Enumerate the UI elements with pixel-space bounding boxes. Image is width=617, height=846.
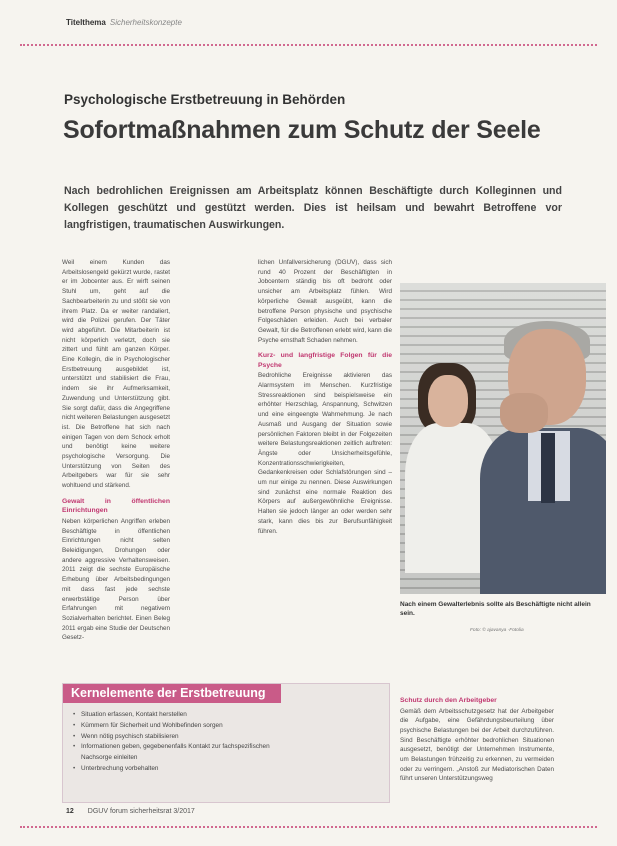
article-title: Sofortmaßnahmen zum Schutz der Seele — [63, 116, 541, 144]
list-item-continuation: Nachsorge einleiten — [81, 754, 138, 762]
column-1-paragraph: Weil einem Kunden das Arbeitslosengeld gekürzt wurde, rastet er im Jobcenter aus. Er wirft seinen Stuhl um, geht auf die Sachbearbeiterin zu und stößt sie von ihrem Platz. Da er weiter randaliert, wird die Polizei gerufen. Der Täter wird abgeführt. Die Mitarbeiterin ist nicht körperlich verletzt, doch sie zittert und fühlt am ganzen Körper. Eine Kollegin, die in Psychologischer Erstbetreuung ausgebildet ist, unterstützt und stabilisiert die Frau, indem sie ihr Aufmerksamkeit, Zuwendung und Unterstützung gibt. Sie sorgt dafür, dass die Angegriffene nicht weiteren Belastungen ausgesetzt ist. Die Betroffene hat sich nach einigen Tagen von dem Schock erholt und benötigt keine weitere psychologische Versorgung. Die Unterstützung von Seiten des Arbeitgebers war für sie sehr wohltuend und stärkend. — [62, 259, 170, 490]
key-elements-list — [73, 710, 270, 775]
list-item: • Informationen geben, gegebenenfalls Kontakt zur fachspezifischen — [73, 742, 270, 753]
column-2-paragraph: lichen Unfallversicherung (DGUV), dass sich rund 40 Prozent der Beschäftigten in Jobcentern ständig bis oft bedroht oder unsicher am Arbeitsplatz fühlen. Wird körperliche Gewalt ausgeübt, kann die betroffene Person physische und psychische Folgeschäden erleiden. Auch bei verbaler Gewalt, für die Betroffenen erlebt wird, kann die Psyche ernsthaft Schaden nehmen. — [258, 259, 392, 344]
woman-face — [428, 375, 468, 427]
key-elements-heading: Kernelemente der Erstbetreuung — [63, 684, 281, 703]
key-elements-box — [62, 683, 390, 803]
publication-name: DGUV forum sicherheitsrat 3/2017 — [87, 808, 195, 815]
list-item: • Unterbrechung vorbehalten — [73, 764, 270, 775]
section-header — [66, 18, 182, 27]
column-3-paragraph: Gemäß dem Arbeitsschutzgesetz hat der Arbeitgeber die Aufgabe, eine Gefährdungsbeurteilung über psychische Belastungen bei der Arbeit durchzuführen. Sind Beschäftigte erhöhter bedrohlichen Situationen ausgesetzt, benötigt der Unternehmen Instrumente, um Belastungen frühzeitig zu erkennen, zu vermeiden oder zu verringern. „Anstoß zur Mediatorischen Daten führt unseren Unterstützungsweg — [400, 707, 554, 783]
photo-caption: Nach einem Gewalterlebnis sollte als Beschäftigte nicht allein sein. — [400, 601, 591, 617]
article-kicker: Psychologische Erstbetreuung in Behörden — [64, 92, 346, 107]
man-hand — [500, 393, 548, 433]
article-lead: Nach bedrohlichen Ereignissen am Arbeitsplatz können Beschäftigte durch Kolleginnen und Kollegen geschützt und gestützt werden. Dies ist heilsam und bewahrt Betroffene vor langfristigen, traumatischen Auswirkungen. — [64, 185, 562, 231]
list-item: • Situation erfassen, Kontakt herstellen — [73, 710, 270, 721]
page-number: 12 — [66, 808, 74, 815]
section-label: Titelthema — [66, 18, 106, 27]
column-1-subheading: Gewalt in öffentlichen Einrichtungen — [62, 497, 170, 515]
column-2-subheading: Kurz- und langfristige Folgen für die Psyche — [258, 352, 392, 369]
list-item: • Wenn nötig psychisch stabilisieren — [73, 732, 270, 743]
section-topic: Sicherheitskonzepte — [109, 18, 182, 27]
column-1-paragraph-2: Neben körperlichen Angriffen erleben Beschäftigte in öffentlichen Einrichtungen nicht selten Beleidigungen, Drohungen oder andere aggressive Verhaltensweisen. 2011 zeigt die sechste Europäische Erhebung über Arbeitsbedingungen mit dass fast jede sechste erwerbstätige Person über Erfahrungen mit negativem Sozialverhalten berichtet. Einen Beleg 2011 ergab eine Studie der Deutschen Gesetz- — [62, 517, 170, 642]
column-2-paragraph-2: Bedrohliche Ereignisse aktivieren das Alarmsystem im Menschen. Kurzfristige Stressreaktionen sind beispielsweise ein erhöhter Herzschlag, Anspannung, Schwitzen und eine eingeengte Wahrnehmung. Je nach Ausmaß und Ausgang der Situation sowie persönlichen Faktoren bleibt in der Folgezeiten weitere Belastungsreaktionen zeitlich auftreten: Ängste oder Unsicherheitsgefühle, Konzentrationsschwierigkeiten, Gedankenkreisen oder Schlafstörungen sind – um nur einige zu nennen. Diese Auswirkungen sind zunächst eine normale Reaktion des Körpers auf außergewöhnliche Ereignisse. Halten sie jedoch länger an oder werden sehr stark, kann dies bis zur Berufsunfähigkeit führen. — [258, 372, 392, 535]
page-footer — [66, 808, 195, 815]
top-dotted-divider — [20, 44, 597, 46]
office-people-photo — [400, 283, 606, 594]
column-3-subheading: Schutz durch den Arbeitgeber — [400, 697, 497, 704]
bottom-dotted-divider — [20, 826, 597, 828]
photo-credit: Foto: © ajavanya ·Fotolia — [470, 628, 524, 633]
column-3 — [400, 690, 554, 784]
man-tie — [541, 433, 555, 503]
column-1 — [62, 258, 170, 643]
list-item: • Kümmern für Sicherheit und Wohlbefinden sorgen — [73, 721, 270, 732]
column-2-top — [258, 258, 392, 536]
